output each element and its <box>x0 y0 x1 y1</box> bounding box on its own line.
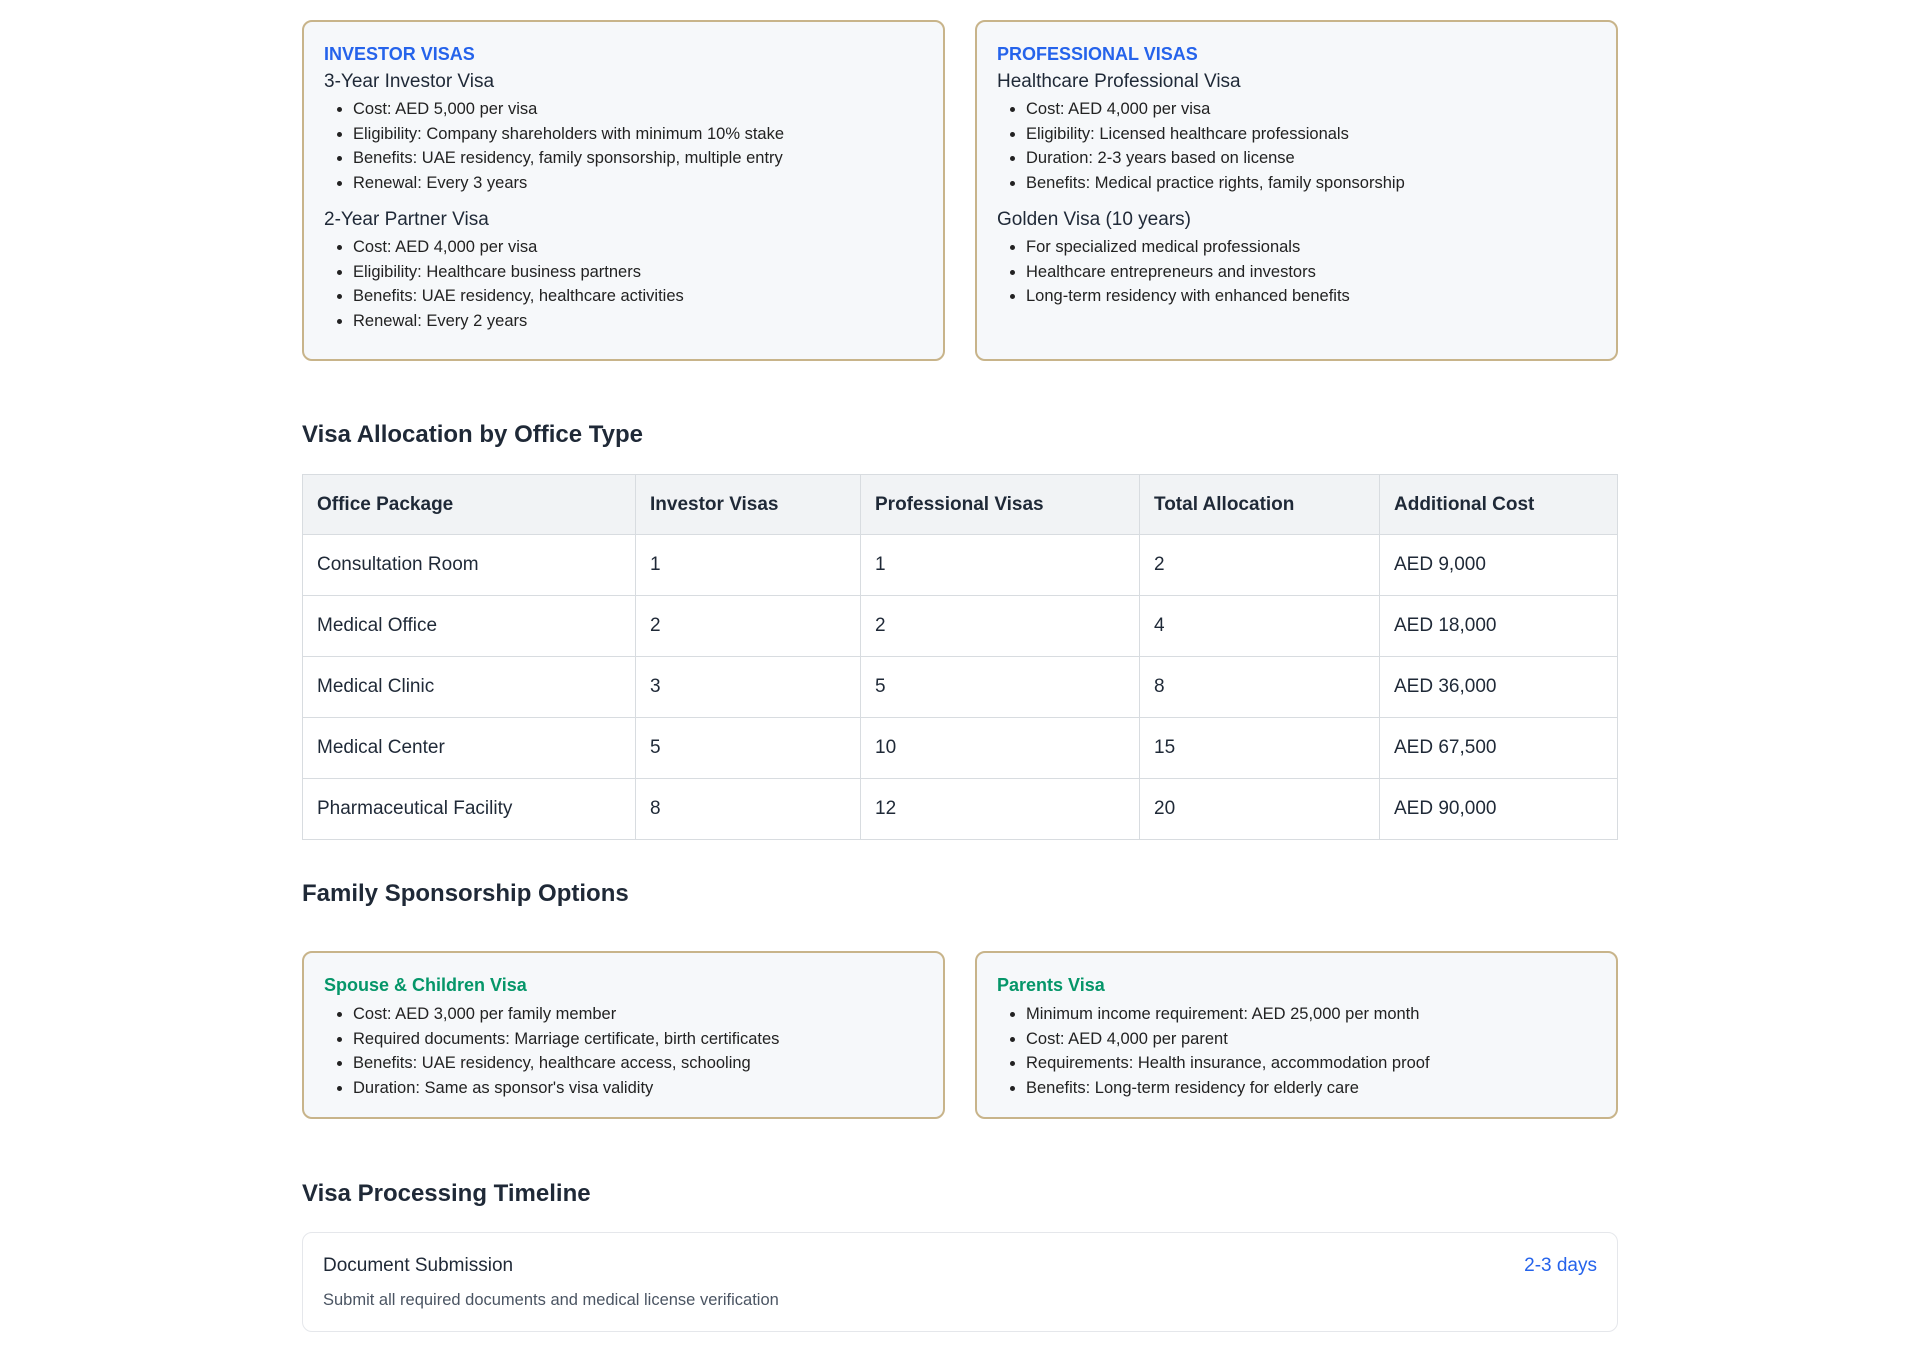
card-title: Spouse & Children Visa <box>324 975 527 995</box>
card-title: PROFESSIONAL VISAS <box>997 44 1198 64</box>
column-header: Additional Cost <box>1380 475 1618 535</box>
visa-details <box>353 97 923 195</box>
visa-details <box>353 1002 923 1100</box>
list-item: • Requirements: Health insurance, accommodation proof <box>1026 1051 1596 1076</box>
table-cell: Consultation Room <box>303 535 636 596</box>
column-header: Total Allocation <box>1140 475 1380 535</box>
table-row <box>303 779 1618 840</box>
table-cell: AED 36,000 <box>1380 657 1618 718</box>
list-item: • Healthcare entrepreneurs and investors <box>1026 260 1596 285</box>
table-cell: 8 <box>1140 657 1380 718</box>
table-header-row <box>303 475 1618 535</box>
table-cell: 2 <box>861 596 1140 657</box>
table-cell: 4 <box>1140 596 1380 657</box>
table-cell: AED 18,000 <box>1380 596 1618 657</box>
table-cell: 1 <box>636 535 861 596</box>
table-cell: Medical Center <box>303 718 636 779</box>
list-item: • Renewal: Every 3 years <box>353 171 923 196</box>
table-cell: 5 <box>636 718 861 779</box>
table-cell: 20 <box>1140 779 1380 840</box>
investor-visas-card <box>302 20 945 361</box>
list-item: • Required documents: Marriage certificate, birth certificates <box>353 1027 923 1052</box>
table-cell: 2 <box>636 596 861 657</box>
list-item: • Duration: Same as sponsor's visa validity <box>353 1076 923 1101</box>
table-row <box>303 596 1618 657</box>
visa-name: 3-Year Investor Visa <box>324 71 495 92</box>
professional-visas-card <box>975 20 1618 361</box>
list-item: • For specialized medical professionals <box>1026 235 1596 260</box>
spouse-children-visa-card <box>302 951 945 1119</box>
column-header: Office Package <box>303 475 636 535</box>
allocation-heading: Visa Allocation by Office Type <box>302 421 643 448</box>
list-item: • Benefits: Long-term residency for elderly care <box>1026 1076 1596 1101</box>
list-item: • Renewal: Every 2 years <box>353 309 923 334</box>
table-row <box>303 535 1618 596</box>
table-cell: Medical Office <box>303 596 636 657</box>
column-header: Professional Visas <box>861 475 1140 535</box>
visa-details <box>353 235 923 333</box>
visa-types-section <box>302 20 1618 361</box>
family-heading: Family Sponsorship Options <box>302 880 629 907</box>
list-item: • Cost: AED 4,000 per visa <box>1026 97 1596 122</box>
card-title: Parents Visa <box>997 975 1105 995</box>
list-item: • Eligibility: Licensed healthcare professionals <box>1026 122 1596 147</box>
column-header: Investor Visas <box>636 475 861 535</box>
timeline-heading: Visa Processing Timeline <box>302 1180 591 1207</box>
table-cell: 1 <box>861 535 1140 596</box>
card-title: INVESTOR VISAS <box>324 44 475 64</box>
table-cell: Pharmaceutical Facility <box>303 779 636 840</box>
visa-details <box>1026 1002 1596 1100</box>
table-cell: 8 <box>636 779 861 840</box>
list-item: • Eligibility: Company shareholders with minimum 10% stake <box>353 122 923 147</box>
list-item: • Cost: AED 5,000 per visa <box>353 97 923 122</box>
parents-visa-card <box>975 951 1618 1119</box>
list-item: • Benefits: UAE residency, healthcare activities <box>353 284 923 309</box>
table-row <box>303 718 1618 779</box>
table-cell: 5 <box>861 657 1140 718</box>
table-cell: AED 90,000 <box>1380 779 1618 840</box>
list-item: • Benefits: Medical practice rights, family sponsorship <box>1026 171 1596 196</box>
table-cell: 10 <box>861 718 1140 779</box>
list-item: • Benefits: UAE residency, healthcare access, schooling <box>353 1051 923 1076</box>
list-item: • Cost: AED 4,000 per visa <box>353 235 923 260</box>
timeline-step <box>302 1232 1618 1332</box>
visa-name: 2-Year Partner Visa <box>324 209 489 230</box>
visa-name: Healthcare Professional Visa <box>997 71 1241 92</box>
table-cell: AED 67,500 <box>1380 718 1618 779</box>
step-duration: 2-3 days <box>1524 1255 1597 1276</box>
step-description: Submit all required documents and medical license verification <box>323 1291 779 1309</box>
table-cell: AED 9,000 <box>1380 535 1618 596</box>
list-item: • Benefits: UAE residency, family sponsorship, multiple entry <box>353 146 923 171</box>
list-item: • Long-term residency with enhanced benefits <box>1026 284 1596 309</box>
table-cell: Medical Clinic <box>303 657 636 718</box>
list-item: • Cost: AED 3,000 per family member <box>353 1002 923 1027</box>
allocation-table <box>302 474 1618 840</box>
visa-name: Golden Visa (10 years) <box>997 209 1191 230</box>
table-cell: 12 <box>861 779 1140 840</box>
list-item: • Duration: 2-3 years based on license <box>1026 146 1596 171</box>
table-row <box>303 657 1618 718</box>
table-cell: 3 <box>636 657 861 718</box>
visa-details <box>1026 235 1596 309</box>
visa-details <box>1026 97 1596 195</box>
table-cell: 15 <box>1140 718 1380 779</box>
step-title: Document Submission <box>323 1255 514 1276</box>
list-item: • Minimum income requirement: AED 25,000 per month <box>1026 1002 1596 1027</box>
list-item: • Cost: AED 4,000 per parent <box>1026 1027 1596 1052</box>
list-item: • Eligibility: Healthcare business partners <box>353 260 923 285</box>
table-cell: 2 <box>1140 535 1380 596</box>
